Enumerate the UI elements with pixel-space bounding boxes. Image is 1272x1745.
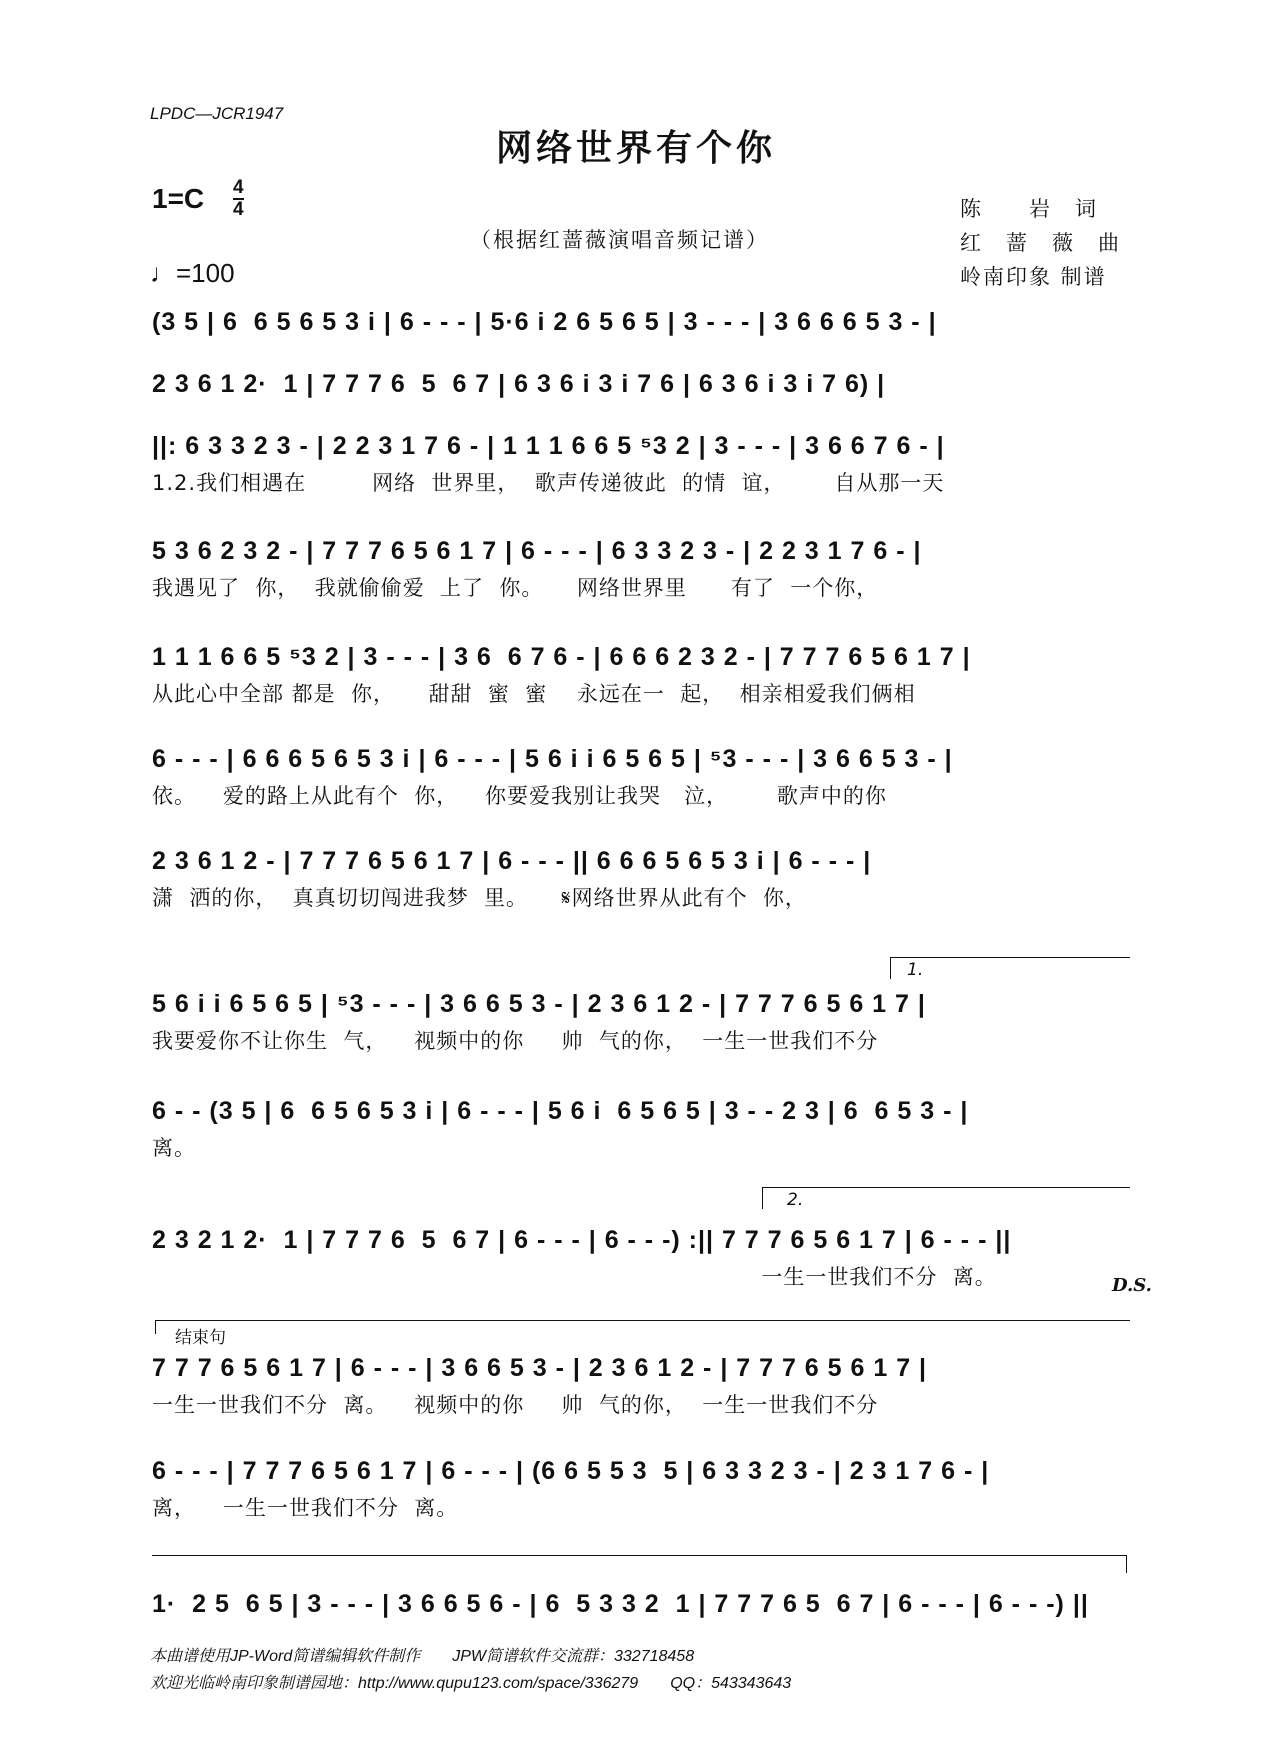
- ending-label: 结束句: [175, 1328, 226, 1348]
- lyrics: 我要爱你不让你生 气， 视频中的你 帅 气的你， 一生一世我们不分: [152, 1029, 879, 1053]
- notation: ||: 6 3 3 2 3 - | 2 2 3 1 7 6 - | 1 1 1 6 6 5 ⁵3 2 | 3 - - - | 3 6 6 7 6 - |: [152, 432, 945, 460]
- final-bracket: [152, 1555, 1127, 1556]
- lyrics: 一生一世我们不分 离。: [152, 1265, 997, 1289]
- notation: 6 - - (3 5 | 6 6 5 6 5 3 i | 6 - - - | 5 6 i 6 5 6 5 | 3 - - 2 3 | 6 6 5 3 - |: [152, 1097, 969, 1125]
- staff-line-12: [152, 1457, 1126, 1522]
- notation: 7 7 7 6 5 6 1 7 | 6 - - - | 3 6 6 5 3 - | 2 3 6 1 2 - | 7 7 7 6 5 6 1 7 |: [152, 1354, 928, 1382]
- time-signature-bottom: 4: [233, 199, 244, 220]
- lyricist-credit: 陈 岩 词: [960, 197, 1098, 221]
- transcriber-credit: 岭南印象 制谱: [960, 265, 1107, 289]
- staff-line-11: [152, 1354, 1126, 1419]
- staff-line-3: [152, 432, 1126, 497]
- staff-line-6: [152, 745, 1126, 810]
- staff-line-5: [152, 643, 1126, 708]
- final-bracket-edge: [1126, 1555, 1127, 1573]
- notation: 1 1 1 6 6 5 ⁵3 2 | 3 - - - | 3 6 6 7 6 - | 6 6 6 2 3 2 - | 7 7 7 6 5 6 1 7 |: [152, 643, 971, 671]
- score-code: LPDC—JCR1947: [150, 104, 284, 123]
- lyrics: 我遇见了 你， 我就偷偷爱 上了 你。 网络世界里 有了 一个你，: [152, 576, 879, 600]
- staff-line-9: [152, 1097, 1126, 1162]
- notation: 2 3 6 1 2 - | 7 7 7 6 5 6 1 7 | 6 - - - || 6 6 6 5 6 5 3 i | 6 - - - |: [152, 847, 872, 875]
- volta-1-label: 1.: [907, 960, 924, 980]
- song-title: 网络世界有个你: [495, 127, 776, 169]
- lyrics: 一生一世我们不分 离。 视频中的你 帅 气的你， 一生一世我们不分: [152, 1393, 879, 1417]
- composer-credit: 红 蔷 薇 曲: [960, 231, 1121, 255]
- time-signature: [233, 178, 244, 220]
- key-signature: 1=C: [152, 183, 205, 214]
- footer-software-note: 本曲谱使用JP-Word简谱编辑软件制作 JPW简谱软件交流群：332718458: [150, 1648, 695, 1665]
- staff-line-4: [152, 537, 1126, 602]
- subtitle: （根据红蔷薇演唱音频记谱）: [470, 228, 769, 252]
- volta-bracket-2-edge: [762, 1187, 763, 1209]
- notation: (3 5 | 6 6 5 6 5 3 i | 6 - - - | 5·6 i 2 6 5 6 5 | 3 - - - | 3 6 6 6 5 3 - |: [152, 308, 937, 336]
- lyrics: 1.2.我们相遇在 网络 世界里， 歌声传递彼此 的情 谊， 自从那一天: [152, 471, 945, 495]
- lyrics: 依。 爱的路上从此有个 你， 你要爱我别让我哭 泣， 歌声中的你: [152, 784, 887, 808]
- ending-bracket-edge: [155, 1320, 156, 1334]
- lyrics: 离。: [152, 1136, 196, 1160]
- notation: 1· 2 5 6 5 | 3 - - - | 3 6 6 5 6 - | 6 5 3 3 2 1 | 7 7 7 6 5 6 7 | 6 - - - | 6 - - -) ||: [152, 1590, 1089, 1618]
- staff-line-7: [152, 847, 1126, 912]
- notation: 2 3 2 1 2· 1 | 7 7 7 6 5 6 7 | 6 - - - | 6 - - -) :|| 7 7 7 6 5 6 1 7 | 6 - - - ||: [152, 1226, 1012, 1254]
- staff-line-10: [152, 1226, 1126, 1291]
- lyrics: 从此心中全部 都是 你， 甜甜 蜜 蜜 永远在一 起， 相亲相爱我们俩相: [152, 682, 916, 706]
- notation: 6 - - - | 7 7 7 6 5 6 1 7 | 6 - - - | (6 6 5 5 3 5 | 6 3 3 2 3 - | 2 3 1 7 6 - |: [152, 1457, 990, 1485]
- notation: 6 - - - | 6 6 6 5 6 5 3 i | 6 - - - | 5 6 i i 6 5 6 5 | ⁵3 - - - | 3 6 6 5 3 - |: [152, 745, 953, 773]
- notation: 5 6 i i 6 5 6 5 | ⁵3 - - - | 3 6 6 5 3 - | 2 3 6 1 2 - | 7 7 7 6 5 6 1 7 |: [152, 990, 926, 1018]
- staff-line-8: [152, 990, 1126, 1055]
- volta-bracket-2: [762, 1187, 1130, 1188]
- volta-bracket-1-edge: [890, 957, 891, 979]
- footer-website-note: 欢迎光临岭南印象制谱园地：http://www.qupu123.com/space/336279 QQ：543343643: [150, 1675, 792, 1692]
- staff-line-2: [152, 370, 1126, 399]
- notation: 2 3 6 1 2· 1 | 7 7 7 6 5 6 7 | 6 3 6 i 3 i 7 6 | 6 3 6 i 3 i 7 6) |: [152, 370, 886, 398]
- staff-line-1: [152, 308, 1126, 337]
- time-signature-top: 4: [233, 177, 244, 198]
- dal-segno: D.S.: [1112, 1275, 1152, 1296]
- staff-line-13: [152, 1590, 1126, 1619]
- volta-bracket-1: [890, 957, 1130, 958]
- tempo-marking: ♩=100: [150, 258, 235, 288]
- ending-bracket: [155, 1320, 1130, 1321]
- lyrics: 离， 一生一世我们不分 离。: [152, 1496, 459, 1520]
- notation: 5 3 6 2 3 2 - | 7 7 7 6 5 6 1 7 | 6 - - - | 6 3 3 2 3 - | 2 2 3 1 7 6 - |: [152, 537, 922, 565]
- volta-2-label: 2.: [787, 1190, 804, 1210]
- lyrics: 潇 洒的你， 真真切切闯进我梦 里。 𝄋网络世界从此有个 你，: [152, 886, 807, 910]
